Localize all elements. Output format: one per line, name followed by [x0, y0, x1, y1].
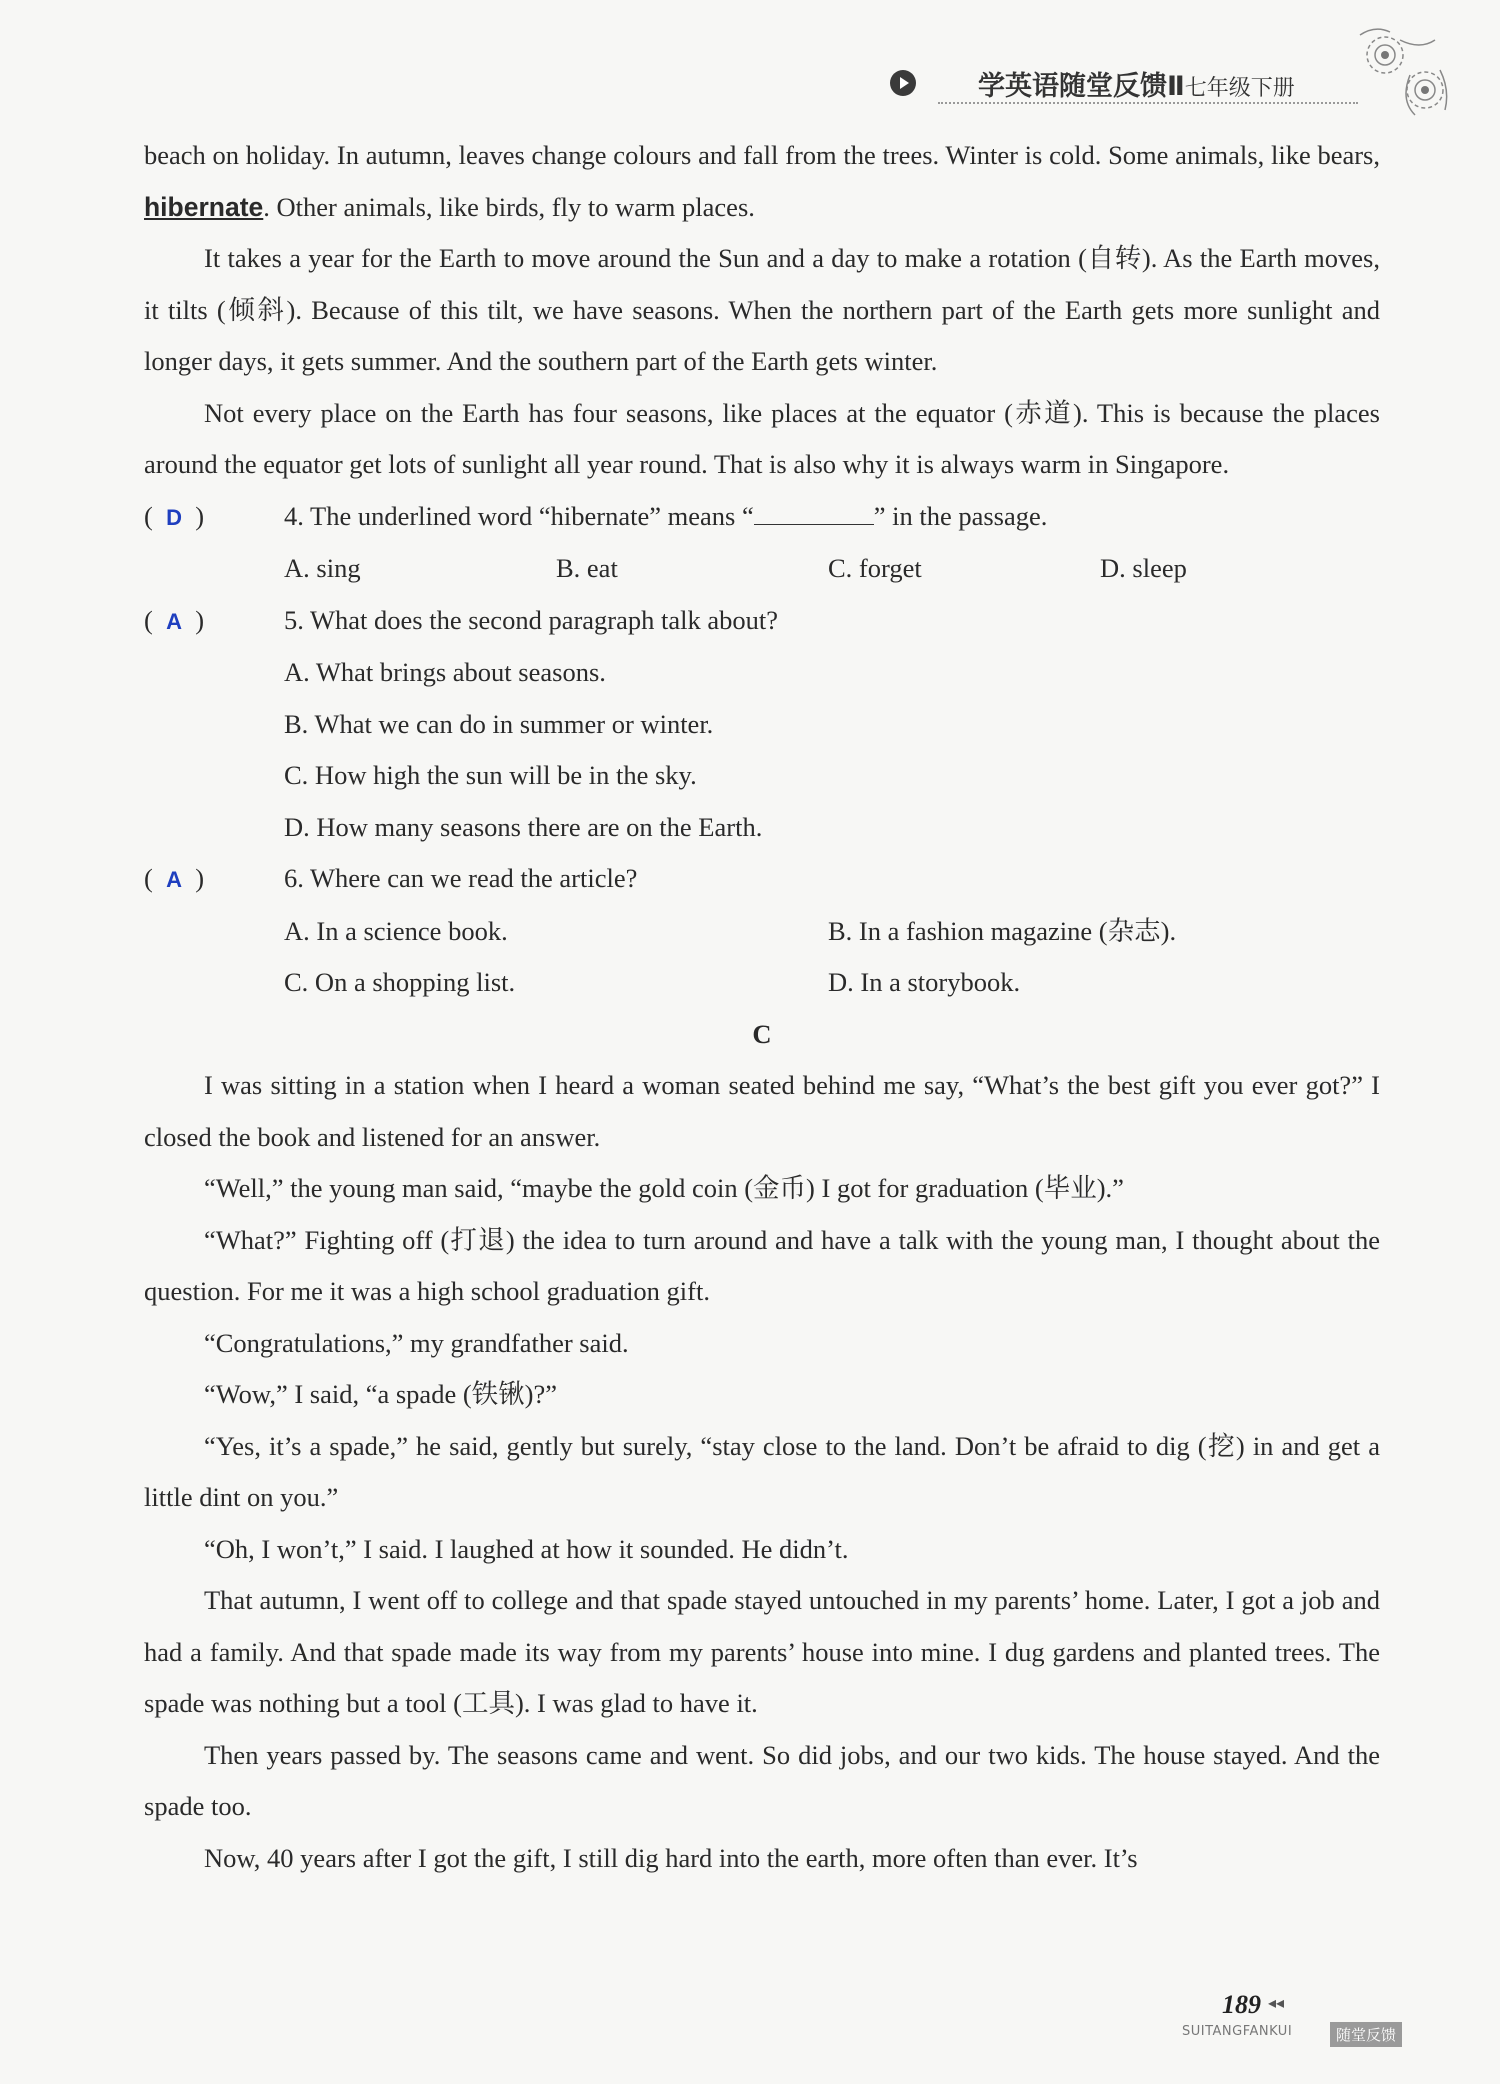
arrow-icon: ◂◂: [1268, 1995, 1285, 2012]
passage-b-paragraph-3: Not every place on the Earth has four seasons, like places at the equator (赤道). This is because the places around the equator get lots of sunlight all year round. That is also why it is always warm in Singapore.: [144, 397, 1380, 479]
underlined-word: hibernate: [144, 191, 264, 222]
question-4: ( D ) 4. The underlined word “hibernate” means “ ” in the passage.: [144, 491, 1380, 544]
section-title: C: [752, 1018, 772, 1049]
answer-mark: A: [166, 867, 182, 892]
header-title: 学英语随堂反馈Ⅱ七年级下册: [978, 71, 1295, 102]
option: D. In a storybook.: [828, 967, 1021, 997]
option: B. In a fashion magazine (杂志).: [828, 915, 1177, 946]
page-content: [144, 130, 1380, 1884]
header-divider: [938, 102, 1358, 104]
question-6-options-row-1: [144, 906, 1380, 958]
passage-c-paragraph: Now, 40 years after I got the gift, I still dig hard into the earth, more often than ever. It’s: [204, 1842, 1138, 1873]
flower-ornament-icon: [1340, 20, 1460, 130]
page-header: [890, 58, 1360, 108]
play-icon: [890, 70, 916, 96]
passage-c-paragraph: “Yes, it’s a spade,” he said, gently but surely, “stay close to the land. Don’t be afraid to dig (挖) in and get a little dint on you.”: [144, 1430, 1380, 1512]
option: C. How high the sun will be in the sky.: [284, 760, 697, 790]
option: A. sing: [284, 553, 361, 583]
answer-mark: A: [166, 608, 182, 634]
passage-c-paragraph: “Oh, I won’t,” I said. I laughed at how it sounded. He didn’t.: [204, 1533, 849, 1564]
answer-mark: D: [166, 504, 182, 530]
footer-pinyin: SUITANGFANKUI: [1182, 2024, 1293, 2039]
option: D. How many seasons there are on the Earth.: [284, 811, 763, 842]
option: D. sleep: [1100, 553, 1187, 583]
passage-b-paragraph-1: beach on holiday. In autumn, leaves change colours and fall from the trees. Winter is cold. Some animals, like bears, hibernate. Other animals, like birds, fly to warm places.: [144, 140, 1380, 222]
option: A. In a science book.: [284, 915, 508, 946]
passage-c-paragraph: “Well,” the young man said, “maybe the gold coin (金币) I got for graduation (毕业).”: [204, 1173, 1124, 1203]
footer-tag: 随堂反馈: [1330, 2022, 1402, 2047]
option: C. On a shopping list.: [284, 967, 516, 997]
question-4-options: [144, 543, 1380, 595]
option: C. forget: [828, 553, 922, 583]
passage-c-paragraph: That autumn, I went off to college and that spade stayed untouched in my parents’ home. Later, I got a job and had a family. And that spade made its way from my parents’ house into mine. I dug gardens and planted trees. The spade was nothing but a tool (工具). I was glad to have it.: [144, 1585, 1380, 1718]
option: B. eat: [556, 553, 618, 583]
answer-blank: [754, 498, 874, 525]
page-number: 189: [1222, 1990, 1261, 2019]
passage-c-paragraph: “Wow,” I said, “a spade (铁锹)?”: [204, 1379, 558, 1409]
header-subtitle: 七年级下册: [1184, 76, 1295, 101]
passage-c-paragraph: “Congratulations,” my grandfather said.: [204, 1327, 629, 1358]
passage-c-paragraph: “What?” Fighting off (打退) the idea to turn around and have a talk with the young man, I thought about the question. For me it was a high school graduation gift.: [144, 1224, 1380, 1306]
option: B. What we can do in summer or winter.: [284, 708, 714, 739]
option: A. What brings about seasons.: [284, 657, 606, 687]
passage-b-paragraph-2: It takes a year for the Earth to move around the Sun and a day to make a rotation (自转). As the Earth moves, it tilts (倾斜). Because of this tilt, we have seasons. When the northern part of the Earth gets more sunlight and longer days, it gets summer. And the southern part of the Earth gets winter.: [144, 243, 1380, 376]
question-5: ( A ) 5. What does the second paragraph talk about?: [144, 604, 779, 635]
passage-c-paragraph: Then years passed by. The seasons came and went. So did jobs, and our two kids. The house stayed. And the spade too.: [144, 1739, 1380, 1821]
footer-bar: [1182, 2022, 1412, 2044]
question-6-options-row-2: [144, 957, 1380, 1009]
question-6: ( A ) 6. Where can we read the article?: [144, 863, 638, 893]
passage-c-paragraph: I was sitting in a station when I heard a woman seated behind me say, “What’s the best gift you ever got?” I closed the book and listened for an answer.: [144, 1070, 1380, 1152]
